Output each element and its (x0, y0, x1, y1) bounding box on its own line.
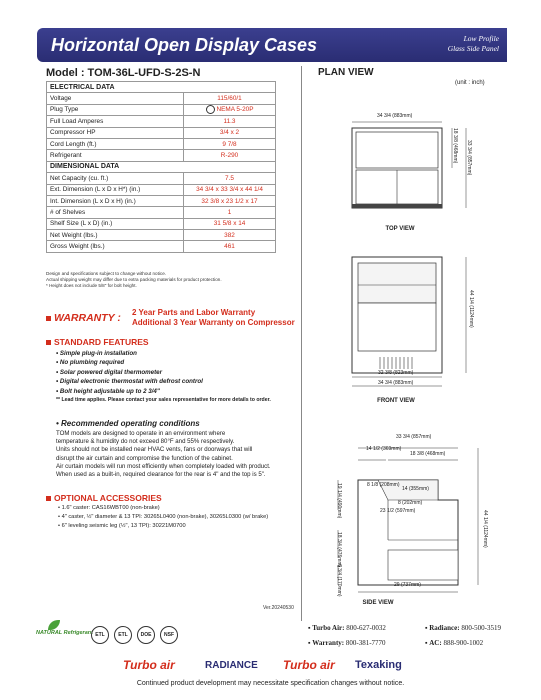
spec-value: 31 5/8 x 14 (184, 218, 276, 229)
recommended-body (56, 430, 296, 479)
dim-side-b: 18 3/8 (468mm) (410, 451, 446, 457)
recommended-line: disrupt the air curtain and compromise the function of the cabinet. (56, 454, 233, 462)
warranty-text (132, 308, 295, 328)
spec-label: Ext. Dimension (L x D x H*) (in.) (47, 184, 184, 195)
recommended-line: When used as a built-in, required clearance for the rear is 4" and the top is 5". (56, 471, 266, 479)
spec-label: Compressor HP (47, 127, 184, 138)
certification-logos (36, 620, 196, 656)
dim-front-h: 44 1/4 (1124mm) (468, 290, 474, 328)
top-view-drawing (340, 118, 510, 228)
subtitle (448, 34, 499, 54)
electrical-header: ELECTRICAL DATA (47, 82, 276, 93)
contact-radiance: ▪ Radiance: 800-500-3519 (425, 624, 501, 632)
spec-label: Net Weight (lbs.) (47, 230, 184, 241)
contact-label: Warranty: (312, 639, 345, 647)
dim-side-d: 14 (355mm) (402, 486, 429, 492)
spec-value: 382 (184, 230, 276, 241)
note-line: * Height does not include 5/8" for bolt height. (46, 283, 137, 288)
subtitle-line-2: Glass Side Panel (447, 44, 499, 53)
spec-value: R-290 (184, 150, 276, 161)
accessory-item: • 4" caster, ½" diameter & 13 TPI: 30265L0400 (non-brake), 30265L0300 (w/ brake) (58, 514, 269, 520)
turbo-air-logo: Turbo air (123, 658, 175, 672)
spec-value: 11.3 (184, 116, 276, 127)
spec-label: Shelf Size (L x D) (in.) (47, 218, 184, 229)
plug-value: NEMA 5-20P (216, 106, 254, 114)
subtitle-line-1: Low Profile (463, 34, 499, 43)
accessories-list (58, 504, 268, 531)
dim-front-w1: 32 3/8 (823mm) (378, 370, 414, 376)
spec-value: 461 (184, 241, 276, 252)
dim-front-w2: 34 3/4 (883mm) (378, 380, 414, 386)
natural-refrigerant-logo: NATURAL Refrigerant (36, 630, 93, 636)
accessories-title-text: OPTIONAL ACCESSORIES (54, 493, 162, 503)
spec-value: 3/4 x 2 (184, 127, 276, 138)
turbo-air-logo-2: Turbo air (283, 658, 335, 672)
spec-label: Refrigerant (47, 150, 184, 161)
version-label: Ver.20240530 (263, 605, 294, 611)
features-note: ** Lead time applies. Please contact your sales representative for more details to order. (56, 397, 271, 404)
spec-value: 32 3/8 x 23 1/2 x 17 (184, 195, 276, 206)
spec-value: 9 7/8 (184, 138, 276, 149)
contact-ac: ▪ AC: 888-900-1002 (425, 639, 484, 647)
feature-item: • No plumbing required (56, 359, 125, 367)
bullet-icon (46, 340, 51, 345)
features-title (46, 337, 149, 347)
dim-side-g: 19 1/4 (490mm) (336, 483, 342, 519)
dim-top-w: 34 3/4 (883mm) (377, 113, 413, 119)
front-view-label: FRONT VIEW (377, 398, 415, 404)
feature-item: • Solar powered digital thermometer (56, 368, 163, 376)
spec-notes (46, 271, 286, 289)
column-divider (301, 66, 302, 621)
accessories-title (46, 493, 162, 503)
warranty-label-text: WARRANTY : (54, 312, 121, 324)
features-list (56, 349, 271, 405)
texaking-logo: Texaking (355, 659, 402, 671)
contact-label: Turbo Air: (312, 624, 345, 632)
recommended-line: Units should not be installed near HVAC vents, fans or doorways that will (56, 446, 253, 454)
leaf-icon (48, 620, 60, 630)
spec-label: Cord Length (ft.) (47, 138, 184, 149)
spec-value (184, 104, 276, 115)
recommended-line: Air curtain models will run most efficiently when completely loaded with product. (56, 462, 271, 470)
brand-logos (123, 658, 443, 676)
warranty-line: 2 Year Parts and Labor Warranty (132, 308, 256, 317)
bullet-icon (46, 496, 51, 501)
radiance-logo: RADIANCE (205, 660, 258, 671)
spec-label: Gross Weight (lbs.) (47, 241, 184, 252)
header-banner (37, 28, 507, 62)
warranty-label (46, 312, 121, 324)
feature-item: • Simple plug-in installation (56, 350, 137, 357)
dim-top-d1: 18 3/8 (468mm) (452, 128, 458, 164)
bullet-icon (46, 316, 51, 321)
feature-item: • Digital electronic thermostat with defrost control (56, 378, 203, 386)
accessory-item: • 6" leveling seismic leg (½", 13 TPI): 30221M0700 (58, 523, 186, 529)
plug-icon (206, 105, 215, 114)
spec-value: 115/60/1 (184, 93, 276, 104)
side-view-label: SIDE VIEW (362, 600, 394, 606)
spec-value: 7.5 (184, 173, 276, 184)
spec-label: Voltage (47, 93, 184, 104)
contact-number: 800-500-3519 (461, 624, 501, 632)
recommended-title: • Recommended operating conditions (56, 419, 200, 428)
etl-logo: ETL (91, 626, 109, 644)
top-view-label: TOP VIEW (385, 226, 415, 232)
dim-side-k: 29 (737mm) (394, 582, 421, 588)
front-view-drawing (340, 245, 510, 395)
side-view-drawing (318, 440, 518, 600)
nsf-logo: NSF (160, 626, 178, 644)
spec-value: 34 3/4 x 33 3/4 x 44 1/4 (184, 184, 276, 195)
doe-logo: DOE (137, 626, 155, 644)
etl-sanitation-logo: ETL (114, 626, 132, 644)
dim-side-f: 8 (202mm) (398, 500, 423, 506)
spec-value: 1 (184, 207, 276, 218)
dim-side-i: 6 3/4 (170mm) (336, 564, 342, 597)
contact-warranty: ▪ Warranty: 800-381-7770 (308, 639, 386, 647)
note-line: Design and specifications subject to change without notice. (46, 271, 167, 276)
contact-number: 888-900-1002 (443, 639, 484, 647)
recommended-line: TOM models are designed to operate in an environment where (56, 430, 226, 437)
model-label: Model : TOM-36L-UFD-S-2S-N (46, 67, 201, 79)
feature-item: • Bolt height adjustable up to 2 3/4" (56, 387, 160, 395)
spec-label: # of Shelves (47, 207, 184, 218)
dim-side-j: 44 1/4 (1124mm) (482, 510, 488, 548)
dim-side-h: 18 3/4 (476mm) (336, 532, 342, 568)
dimensional-header: DIMENSIONAL DATA (47, 161, 276, 172)
spec-label: Plug Type (47, 104, 184, 115)
features-title-text: STANDARD FEATURES (54, 337, 149, 347)
dim-side-w: 33 3/4 (857mm) (396, 434, 432, 440)
spec-label: Full Load Amperes (47, 116, 184, 127)
note-line: Actual shipping weight may differ due to extra packing materials for product protection. (46, 277, 222, 282)
unit-label: (unit : inch) (455, 80, 485, 86)
dim-top-d2: 33 3/4 (857mm) (466, 140, 472, 176)
page-title: Horizontal Open Display Cases (51, 35, 318, 55)
accessory-item: • 1.6" caster: CAS16WBT00 (non-brake) (58, 505, 160, 511)
recommended-line: temperature & humidity do not exceed 80°F and 55% respectively. (56, 438, 235, 446)
contact-label: Radiance: (429, 624, 460, 632)
dim-side-a: 14 1/2 (369mm) (366, 446, 402, 452)
warranty-line: Additional 3 Year Warranty on Compressor (132, 318, 295, 327)
contact-label: AC: (429, 639, 442, 647)
dim-side-c: 8 1/8 (208mm) (367, 482, 400, 488)
spec-label: Int. Dimension (L x D x H) (in.) (47, 195, 184, 206)
disclaimer: Continued product development may necessitate specification changes without notice. (136, 680, 405, 687)
contact-turbo-air: ▪ Turbo Air: 800-627-0032 (308, 624, 386, 632)
contact-number: 800-381-7770 (345, 639, 386, 647)
spec-label: Net Capacity (cu. ft.) (47, 173, 184, 184)
plan-view-title: PLAN VIEW (318, 67, 374, 78)
dim-side-e: 23 1/2 (597mm) (380, 508, 416, 514)
spec-table (46, 81, 276, 253)
contact-number: 800-627-0032 (346, 624, 386, 632)
